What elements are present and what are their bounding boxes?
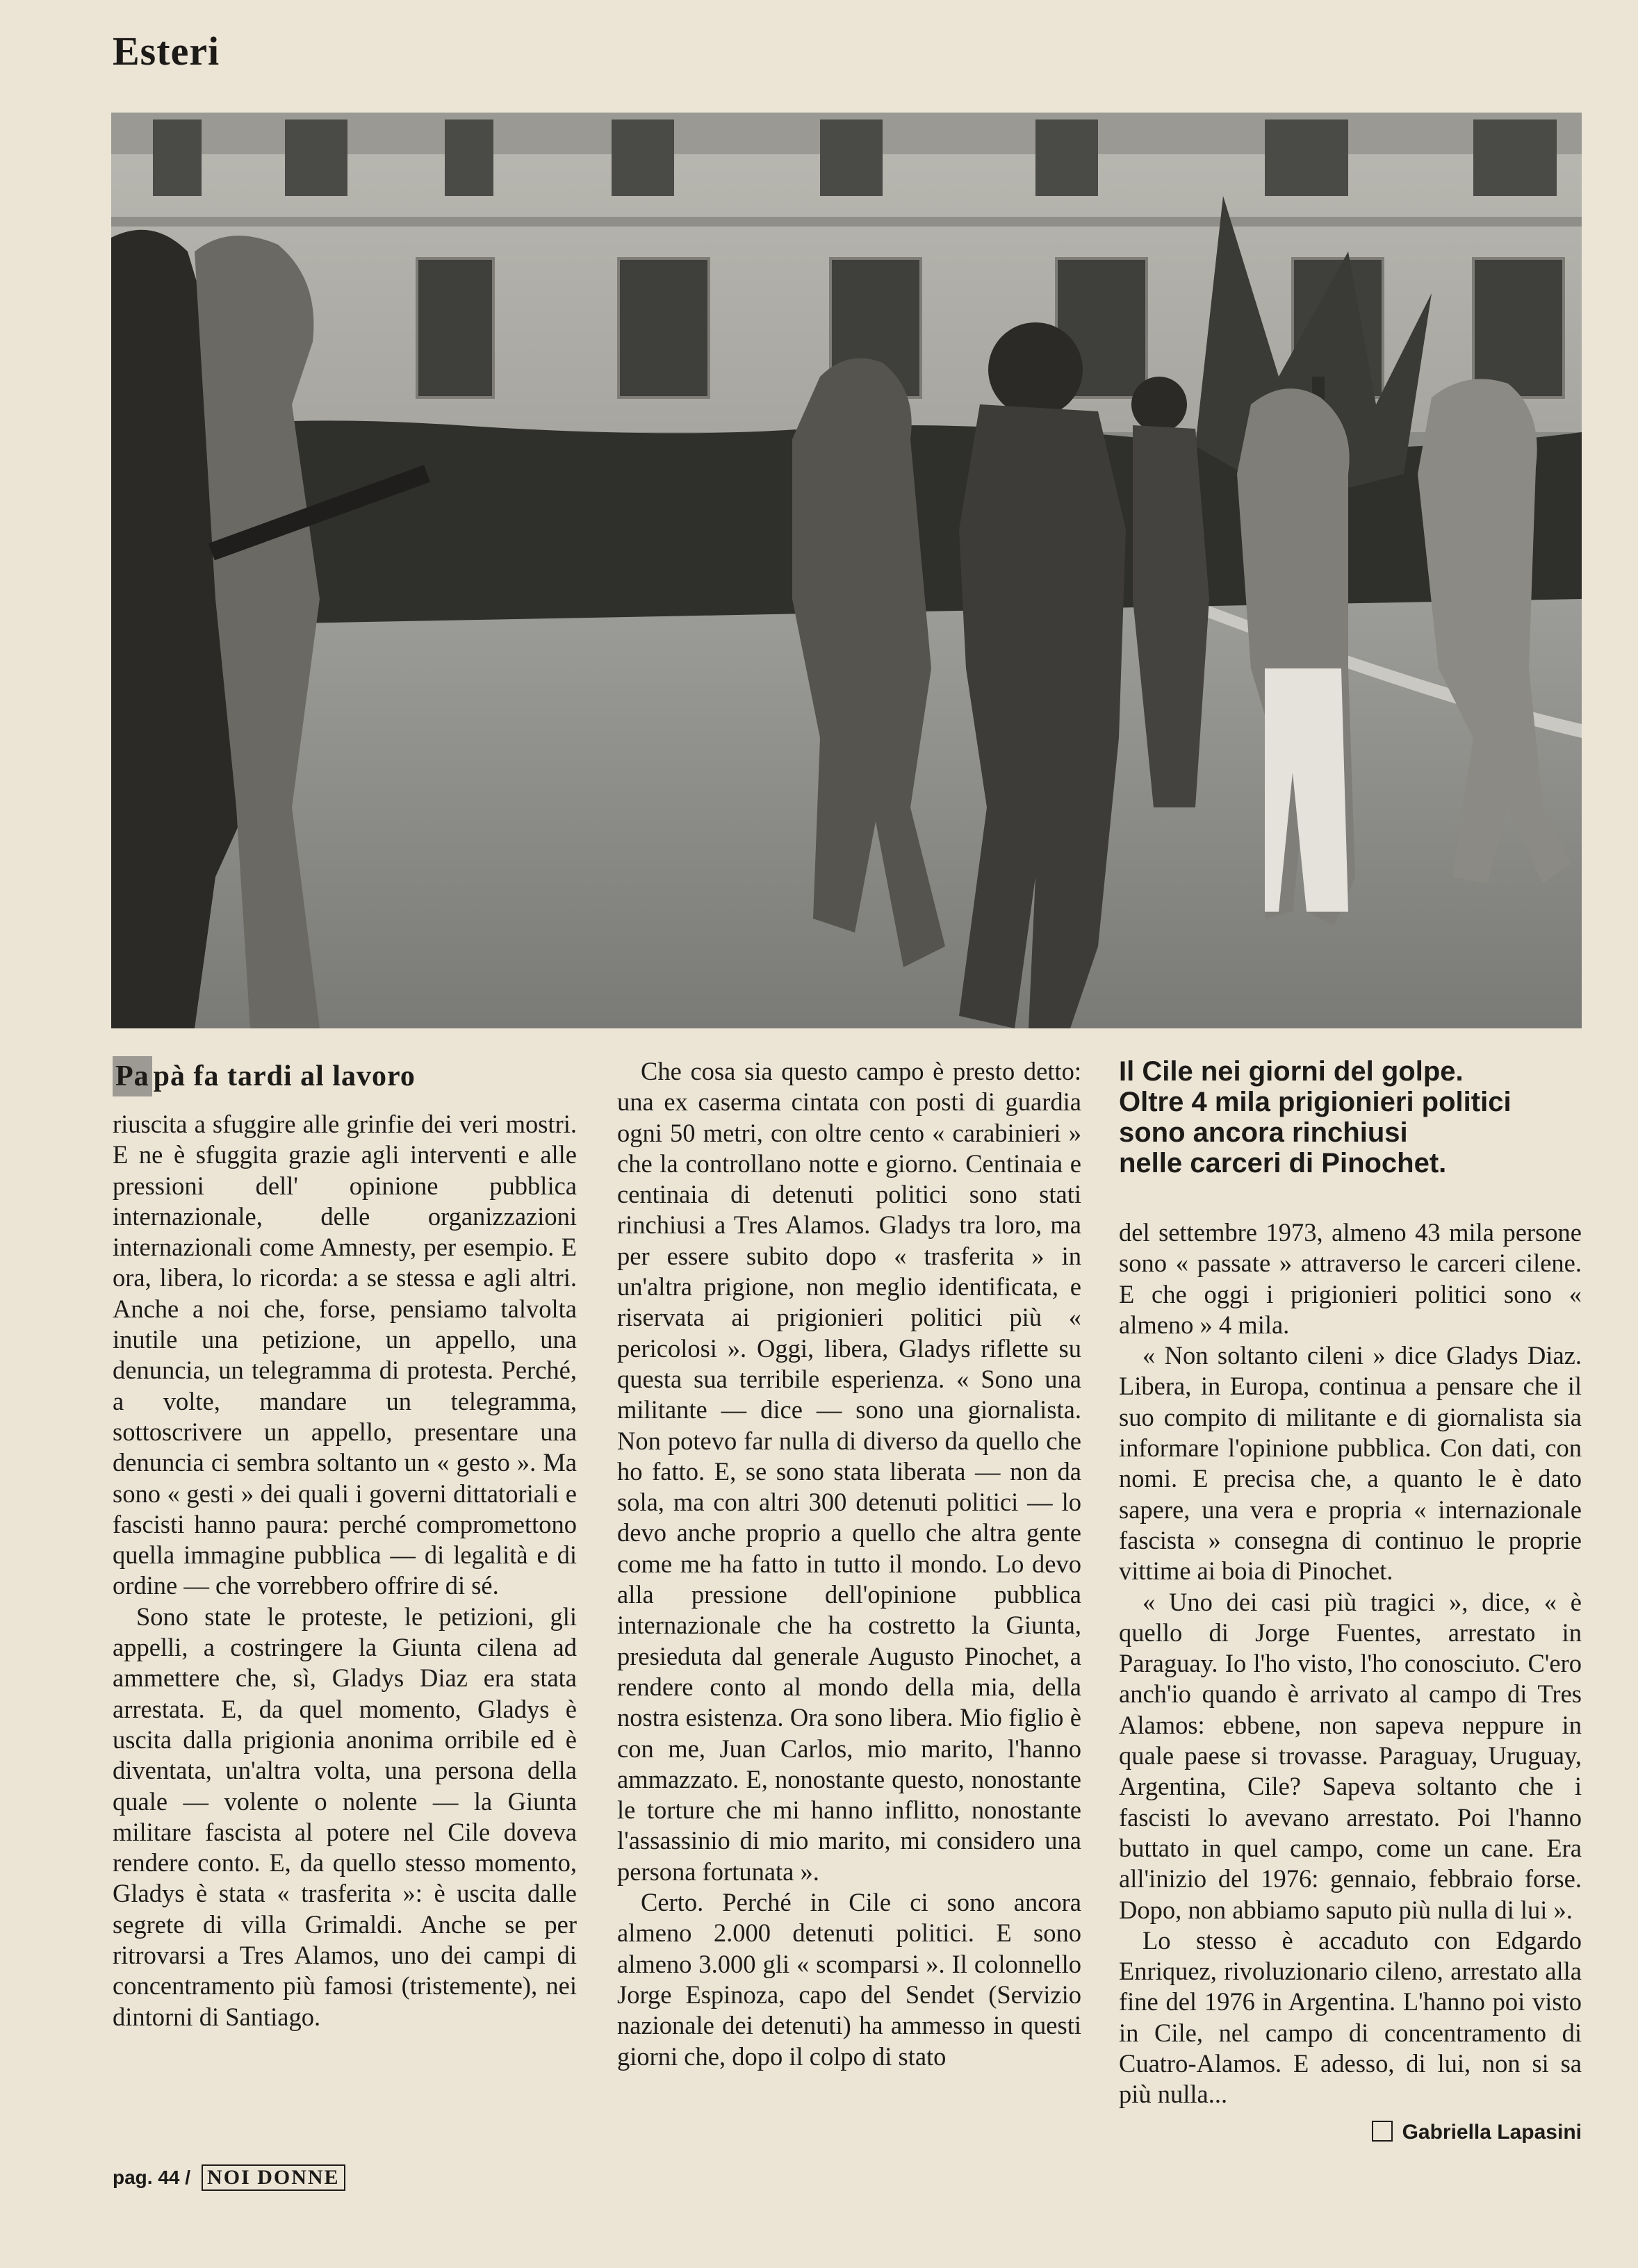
author-name: Gabriella Lapasini xyxy=(1402,2120,1582,2144)
section-label: Esteri xyxy=(113,28,220,74)
headline-line: nelle carceri di Pinochet. xyxy=(1119,1148,1447,1178)
photo-illustration xyxy=(111,113,1582,1028)
kicker-rest: pà fa tardi al lavoro xyxy=(153,1060,416,1092)
magazine-logo: NOI DONNE xyxy=(202,2164,345,2191)
paragraph: Sono state le proteste, le petizioni, gli appelli, a costringere la Giunta cilena ad ammettere che, sì, Gladys Diaz era stata arrestata. E, da quel momento, Gladys è uscita dalla prigionia anonima orribile ed è diventata, un'altra volta, una persona della quale — volente o nolente — la Giunta militare fascista al potere nel Cile doveva rendere conto. E, da quello stesso momento, Gladys è stata « trasferita »: è uscita dalle segrete di villa Grimaldi. Anche se per ritrovarsi a Tres Alamos, uno dei campi di concentramento più famosi (tristemente), nei dintorni di Santiago. xyxy=(113,1602,577,2031)
headline-line: Oltre 4 mila prigionieri politici xyxy=(1119,1087,1512,1117)
paragraph: riuscita a sfuggire alle grinfie dei veri mostri. E ne è sfuggita grazie agli interventi e alle pressioni dell' opinione pubblica internazionale, delle organizzazioni internazionali come Amnesty, per esempio. E ora, libera, lo ricorda: a se stessa e agli altri. Anche a noi che, forse, pensiamo talvolta inutile una petizione, un appello, una denuncia, un telegramma di protesta. Perché, a volte, mandare un telegramma, sottoscrivere un appello, presentare una denuncia ci sembra soltanto un « gesto ». Ma sono « gesti » dei quali i governi dittatoriali e fascisti hanno paura: perché compromettono quella immagine pubblica — di legalità e di ordine — che vorrebbero offrire di sé. xyxy=(113,1110,577,1600)
column-3 xyxy=(1119,1056,1582,2148)
end-mark-icon xyxy=(1372,2121,1393,2142)
page-footer xyxy=(113,2164,345,2191)
column-2 xyxy=(617,1056,1081,2072)
paragraph: Lo stesso è accaduto con Edgardo Enriquez, rivoluzionario cileno, arrestato alla fine del 1976 in Argentina. L'hanno poi visto in Cile, nel campo di concentramento di Cuatro-Alamos. E adesso, di lui, non si sa più nulla... xyxy=(1119,1925,1582,2109)
kicker-heading xyxy=(113,1056,577,1096)
kicker-drop: Pa xyxy=(113,1056,152,1096)
article-photo xyxy=(111,113,1582,1028)
photo-caption-headline xyxy=(1119,1056,1582,1178)
headline-line: Il Cile nei giorni del golpe. xyxy=(1119,1056,1464,1087)
column-1 xyxy=(113,1056,577,2032)
paragraph: del settembre 1973, almeno 43 mila persone sono « passate » attraverso le carceri cilene. E che oggi i prigionieri politici sono « almeno » 4 mila. xyxy=(1119,1218,1582,1339)
page-number: pag. 44 / xyxy=(113,2167,191,2188)
paragraph: Che cosa sia questo campo è presto detto: una ex caserma cintata con posti di guardia ogni 50 metri, con oltre cento « carabinieri » che la controllano notte e giorno. Centinaia e centinaia di detenuti politici sono stati rinchiusi a Tres Alamos. Gladys tra loro, ma per essere subito dopo « trasferita » in un'altra prigione, non meglio identificata, e riservata ai prigionieri politici più « pericolosi ». Oggi, libera, Gladys riflette su questa sua terribile esperienza. « Sono una militante — dice — sono una giornalista. Non potevo far nulla di diverso da quello che ho fatto. E, se sono stata liberata — non da sola, ma con altri 300 detenuti politici — lo devo anche proprio a quello che altra gente come me ha fatto in tutto il mondo. Lo devo alla pressione dell'opinione pubblica internazionale che ha costretto la Giunta, presieduta dal generale Augusto Pinochet, a rendere conto al mondo della mia, della nostra esistenza. Ora sono libera. Mio figlio è con me, Juan Carlos, mio marito, l'hanno ammazzato. E, nonostante questo, nonostante le torture che mi hanno inflitto, nonostante l'assassinio di mio marito, mi considero una persona fortunata ». xyxy=(617,1057,1081,1886)
paragraph: « Non soltanto cileni » dice Gladys Diaz. Libera, in Europa, continua a pensare che il suo compito di militante e di giornalista sia informare l'opinione pubblica. Con dati, con nomi. E precisa che, a quanto le è dato sapere, una vera e propria « internazionale fascista » consegna di continuo le proprie vittime ai boia di Pinochet. xyxy=(1119,1341,1582,1586)
paragraph: « Uno dei casi più tragici », dice, « è quello di Jorge Fuentes, arrestato in Paraguay. Io l'ho visto, l'ho conosciuto. C'ero anch'io quando è arrivato al campo di Tres Alamos: ebbene, non sapeva neppure in quale paese si trovasse. Paraguay, Uruguay, Argentina, Cile? Sapeva soltanto che i fascisti lo avevano arrestato. Poi l'hanno buttato in quel campo, come un cane. Era all'inizio del 1976: gennaio, febbraio forse. Dopo, non abbiamo saputo più nulla di lui ». xyxy=(1119,1587,1582,1924)
paragraph: Certo. Perché in Cile ci sono ancora almeno 2.000 detenuti politici. E sono almeno 3.000 gli « scomparsi ». Il colonnello Jorge Espinoza, capo del Sendet (Servizio nazionale dei detenuti) ha ammesso in questi giorni che, dopo il colpo di stato xyxy=(617,1888,1081,2071)
byline xyxy=(1119,2117,1582,2148)
headline-line: sono ancora rinchiusi xyxy=(1119,1117,1408,1148)
